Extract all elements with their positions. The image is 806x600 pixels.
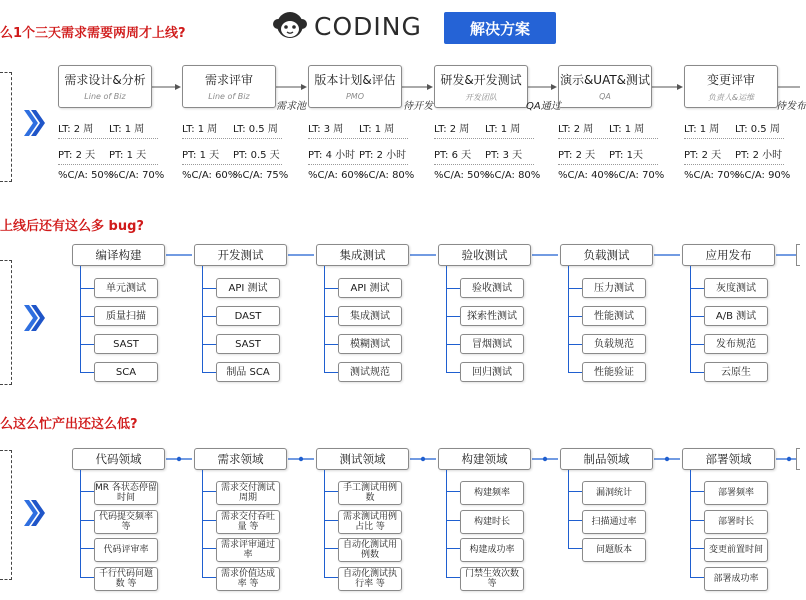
tree-branch: [80, 316, 94, 317]
metric-ca-current: %C/A: 60%: [182, 170, 238, 181]
tree-item[interactable]: 代码提交频率 等: [94, 510, 158, 534]
tree-branch: [80, 372, 94, 373]
category-box[interactable]: 测试领域: [316, 448, 409, 470]
metric-pt-target: PT: 2 小时: [359, 150, 407, 161]
category-box[interactable]: 制品领域: [560, 448, 653, 470]
tree-branch: [690, 288, 704, 289]
tree-branch: [690, 491, 704, 492]
tree-item[interactable]: 性能测试: [582, 306, 646, 326]
stage-owner: 开发团队: [465, 93, 497, 102]
tree-item[interactable]: 测试规范: [338, 362, 402, 382]
tree-spine: [324, 470, 325, 577]
tree-item[interactable]: 构建频率: [460, 481, 524, 505]
tree-branch: [324, 288, 338, 289]
tree-item[interactable]: 回归测试: [460, 362, 524, 382]
tree-branch: [202, 288, 216, 289]
tree-spine: [324, 266, 325, 372]
tree-item[interactable]: 部署频率: [704, 481, 768, 505]
metric-divider: [558, 164, 658, 165]
tree-item[interactable]: 需求交付吞吐量 等: [216, 510, 280, 534]
category-box[interactable]: 集成测试: [316, 244, 409, 266]
metric-divider: [58, 164, 158, 165]
metric-divider: [308, 164, 408, 165]
tree-item[interactable]: 需求价值达成率 等: [216, 567, 280, 591]
tree-branch: [324, 491, 338, 492]
tree-spine: [80, 470, 81, 577]
stage-requirement-design[interactable]: [58, 65, 152, 108]
stage-requirement-review[interactable]: [182, 65, 276, 108]
metric-pt-target: PT: 3 天: [485, 150, 523, 161]
stage-version-plan[interactable]: [308, 65, 402, 108]
metric-lt-current: LT: 2 周: [558, 124, 594, 135]
tree-branch: [202, 548, 216, 549]
stage-name: 研发&开发测试: [440, 73, 522, 87]
metric-pt-current: PT: 6 天: [434, 150, 472, 161]
metric-ca-target: %C/A: 70%: [109, 170, 165, 181]
tree-branch: [690, 548, 704, 549]
tree-item[interactable]: 质量扫描: [94, 306, 158, 326]
tree-branch: [80, 520, 94, 521]
metric-lt-current: LT: 1 周: [684, 124, 720, 135]
metric-pt-target: PT: 0.5 天: [233, 150, 280, 161]
tree-branch: [568, 372, 582, 373]
tree-branch: [446, 344, 460, 345]
metric-ca-current: %C/A: 60%: [308, 170, 364, 181]
stage-name: 版本计划&评估: [314, 73, 396, 87]
metric-pt-current: PT: 2 天: [684, 150, 722, 161]
tree-item[interactable]: 变更前置时间: [704, 538, 768, 562]
tree-branch: [568, 491, 582, 492]
stage-owner: Line of Biz: [208, 92, 250, 101]
stage-change-review[interactable]: [684, 65, 778, 108]
tree-item[interactable]: 云原生: [704, 362, 768, 382]
stage-demo-uat[interactable]: [558, 65, 652, 108]
tree-branch: [324, 316, 338, 317]
tree-branch: [202, 372, 216, 373]
gap-label: 待开发: [403, 101, 433, 112]
tree-branch: [690, 344, 704, 345]
category-box[interactable]: 部署领域: [682, 448, 775, 470]
tree-item[interactable]: 代码评审率: [94, 538, 158, 562]
stage-name: 演示&UAT&测试: [559, 73, 651, 87]
metric-ca-target: %C/A: 70%: [609, 170, 665, 181]
tree-item[interactable]: 模糊测试: [338, 334, 402, 354]
stage-owner: 负责人&运维: [707, 93, 755, 102]
tree-branch: [568, 344, 582, 345]
tree-branch: [446, 491, 460, 492]
gap-label: 需求池: [276, 101, 306, 112]
tree-item[interactable]: SAST: [216, 334, 280, 354]
tree-branch: [80, 288, 94, 289]
solution-badge: 解决方案: [444, 12, 556, 44]
metric-lt-target: LT: 1 周: [359, 124, 395, 135]
tree-item[interactable]: 自动化测试执行率 等: [338, 567, 402, 591]
tree-item[interactable]: SCA: [94, 362, 158, 382]
tree-branch: [446, 288, 460, 289]
tree-branch: [690, 520, 704, 521]
category-box[interactable]: 应用发布: [682, 244, 775, 266]
tree-branch: [446, 548, 460, 549]
tree-branch: [202, 520, 216, 521]
tree-branch: [80, 548, 94, 549]
tree-item[interactable]: 制品 SCA: [216, 362, 280, 382]
tree-item[interactable]: 发布规范: [704, 334, 768, 354]
metric-ca-current: %C/A: 50%: [434, 170, 490, 181]
tree-branch: [446, 577, 460, 578]
tree-spine: [568, 266, 569, 372]
tree-branch: [568, 548, 582, 549]
tree-item[interactable]: MR 各状态停留时间: [95, 483, 157, 503]
metric-pt-current: PT: 1 天: [182, 150, 220, 161]
tree-item[interactable]: API 测试: [338, 278, 402, 298]
tree-branch: [690, 372, 704, 373]
tree-branch: [690, 316, 704, 317]
question-2-title: 上线后还有这么多 bug?: [0, 219, 144, 234]
tree-branch: [80, 577, 94, 578]
tree-branch: [202, 491, 216, 492]
left-bracket-2: [0, 260, 12, 385]
category-box[interactable]: 编译构建: [72, 244, 165, 266]
tree-branch: [568, 316, 582, 317]
tree-item[interactable]: 手工测试用例数: [338, 481, 402, 505]
tree-branch: [324, 548, 338, 549]
tree-branch: [568, 288, 582, 289]
tree-item[interactable]: 需求交付测试周期: [216, 481, 280, 505]
tree-branch: [202, 316, 216, 317]
tree-spine: [446, 470, 447, 577]
stage-owner: Line of Biz: [84, 92, 126, 101]
tree-item[interactable]: 构建成功率: [460, 538, 524, 562]
stage-owner: PMO: [345, 92, 365, 101]
metric-divider: [58, 138, 158, 139]
tree-spine: [446, 266, 447, 372]
metric-ca-target: %C/A: 75%: [233, 170, 289, 181]
metric-divider: [182, 164, 282, 165]
tree-item[interactable]: 漏洞统计: [582, 481, 646, 505]
metric-ca-current: %C/A: 50%: [58, 170, 114, 181]
tree-item[interactable]: 需求评审通过率: [216, 538, 280, 562]
category-box[interactable]: 需求领域: [194, 448, 287, 470]
tree-branch: [446, 316, 460, 317]
tree-item[interactable]: 部署时长: [704, 510, 768, 534]
metric-lt-current: LT: 2 周: [58, 124, 94, 135]
metric-ca-current: %C/A: 40%: [558, 170, 614, 181]
metric-lt-target: LT: 0.5 周: [233, 124, 278, 135]
metric-lt-current: LT: 2 周: [434, 124, 470, 135]
metric-divider: [684, 164, 784, 165]
tree-spine: [568, 470, 569, 548]
stage-dev-test[interactable]: [434, 65, 528, 108]
tree-item[interactable]: 冒烟测试: [460, 334, 524, 354]
gap-label: 待发布: [776, 101, 806, 112]
tree-spine: [202, 470, 203, 577]
tree-branch: [324, 344, 338, 345]
tree-item[interactable]: 部署成功率: [704, 567, 768, 591]
metric-pt-target: PT: 1天: [609, 150, 643, 161]
metric-divider: [558, 138, 658, 139]
metric-divider: [182, 138, 282, 139]
metric-ca-target: %C/A: 80%: [359, 170, 415, 181]
tree-item[interactable]: 问题版本: [582, 538, 646, 562]
metric-lt-current: LT: 3 周: [308, 124, 344, 135]
tree-item[interactable]: 单元测试: [94, 278, 158, 298]
next-column-stub: [796, 448, 800, 470]
question-1-title: 么1个三天需求需要两周才上线?: [0, 26, 186, 41]
metric-ca-target: %C/A: 80%: [485, 170, 541, 181]
metric-divider: [684, 138, 784, 139]
metric-pt-current: PT: 4 小时: [308, 150, 356, 161]
metric-divider: [308, 138, 408, 139]
tree-item[interactable]: 千行代码问题数 等: [94, 567, 158, 591]
tree-branch: [324, 520, 338, 521]
category-box[interactable]: 负载测试: [560, 244, 653, 266]
metric-pt-current: PT: 2 天: [558, 150, 596, 161]
tree-branch: [446, 520, 460, 521]
tree-spine: [202, 266, 203, 372]
tree-spine: [690, 266, 691, 372]
tree-item[interactable]: 灰度测试: [704, 278, 768, 298]
tree-item[interactable]: 自动化测试用例数: [338, 538, 402, 562]
tree-spine: [690, 470, 691, 577]
tree-spine: [80, 266, 81, 372]
metric-lt-current: LT: 1 周: [182, 124, 218, 135]
metric-divider: [434, 164, 534, 165]
metric-pt-target: PT: 2 小时: [735, 150, 783, 161]
tree-item[interactable]: 门禁生效次数 等: [460, 567, 524, 591]
stage-name: 变更评审: [706, 73, 755, 87]
logo-wordmark: CODING: [314, 11, 422, 41]
metric-pt-target: PT: 1 天: [109, 150, 147, 161]
stage-name: 需求设计&分析: [64, 73, 146, 87]
tree-item[interactable]: 构建时长: [460, 510, 524, 534]
metric-lt-target: LT: 1 周: [109, 124, 145, 135]
category-box[interactable]: 开发测试: [194, 244, 287, 266]
tree-item[interactable]: 需求测试用例占比 等: [338, 510, 402, 534]
tree-item[interactable]: 验收测试: [460, 278, 524, 298]
stage-owner: QA: [599, 92, 611, 101]
gap-label: QA通过: [526, 101, 561, 112]
metric-lt-target: LT: 0.5 周: [735, 124, 780, 135]
tree-item[interactable]: DAST: [216, 306, 280, 326]
metric-pt-current: PT: 2 天: [58, 150, 96, 161]
metric-lt-target: LT: 1 周: [485, 124, 521, 135]
tree-branch: [690, 577, 704, 578]
tree-branch: [324, 372, 338, 373]
category-box[interactable]: 代码领域: [72, 448, 165, 470]
double-chevron-icon: [24, 305, 46, 335]
metric-lt-target: LT: 1 周: [609, 124, 645, 135]
tree-branch: [202, 577, 216, 578]
stage-name: 需求评审: [204, 73, 253, 87]
tree-item[interactable]: 负载规范: [582, 334, 646, 354]
metric-ca-target: %C/A: 90%: [735, 170, 791, 181]
tree-item[interactable]: 探索性测试: [460, 306, 524, 326]
metric-divider: [434, 138, 534, 139]
tree-branch: [446, 372, 460, 373]
tree-branch: [80, 491, 94, 492]
tree-item[interactable]: API 测试: [216, 278, 280, 298]
category-box[interactable]: 验收测试: [438, 244, 531, 266]
next-column-stub: [796, 244, 800, 266]
tree-item[interactable]: 性能验证: [582, 362, 646, 382]
metric-ca-current: %C/A: 70%: [684, 170, 740, 181]
tree-branch: [568, 520, 582, 521]
tree-item[interactable]: 集成测试: [338, 306, 402, 326]
tree-branch: [324, 577, 338, 578]
double-chevron-icon: [24, 500, 46, 530]
tree-item[interactable]: SAST: [94, 334, 158, 354]
question-3-title: 么这么忙产出还这么低?: [0, 417, 138, 432]
tree-item[interactable]: A/B 测试: [704, 306, 768, 326]
tree-item[interactable]: 扫描通过率: [582, 510, 646, 534]
tree-branch: [202, 344, 216, 345]
tree-item[interactable]: 压力测试: [582, 278, 646, 298]
tree-branch: [80, 344, 94, 345]
category-box[interactable]: 构建领域: [438, 448, 531, 470]
